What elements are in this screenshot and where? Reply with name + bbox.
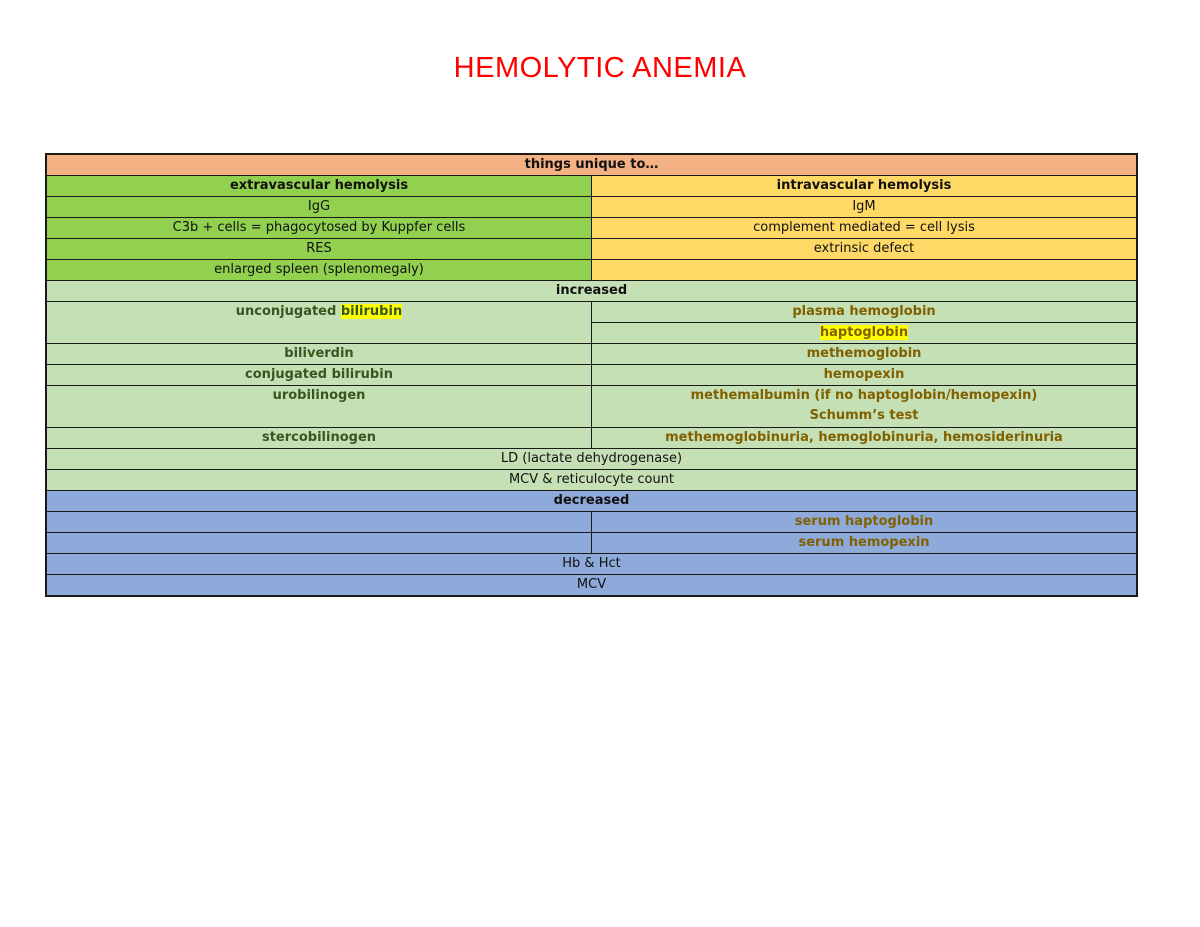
haptoglobin-highlight: haptoglobin — [819, 325, 909, 340]
hb-hct-cell: Hb & Hct — [46, 554, 1137, 575]
table-row — [46, 575, 1137, 597]
table-row — [46, 533, 1137, 554]
ld-cell: LD (lactate dehydrogenase) — [46, 449, 1137, 470]
table-row — [46, 554, 1137, 575]
plasma-hemoglobin-cell: plasma hemoglobin — [592, 302, 1138, 323]
increased-label: increased — [46, 281, 1137, 302]
table-row — [46, 470, 1137, 491]
intravascular-cell: complement mediated = cell lysis — [592, 218, 1138, 239]
table-row — [46, 281, 1137, 302]
uria-cell: methemoglobinuria, hemoglobinuria, hemosiderinuria — [592, 428, 1138, 449]
biliverdin-cell: biliverdin — [46, 344, 592, 365]
conjugated-bilirubin-cell: conjugated bilirubin — [46, 365, 592, 386]
table-row — [46, 512, 1137, 533]
table-row — [46, 449, 1137, 470]
decreased-label: decreased — [46, 491, 1137, 512]
intravascular-heading: intravascular hemolysis — [592, 176, 1138, 197]
serum-haptoglobin-cell: serum haptoglobin — [592, 512, 1138, 533]
extravascular-heading: extravascular hemolysis — [46, 176, 592, 197]
table-row — [46, 154, 1137, 176]
table-row — [46, 260, 1137, 281]
extravascular-cell: C3b + cells = phagocytosed by Kuppfer cells — [46, 218, 592, 239]
table-row — [46, 239, 1137, 260]
extravascular-cell: enlarged spleen (splenomegaly) — [46, 260, 592, 281]
stercobilinogen-cell: stercobilinogen — [46, 428, 592, 449]
extravascular-cell: RES — [46, 239, 592, 260]
methemoglobin-cell: methemoglobin — [592, 344, 1138, 365]
table-row — [46, 365, 1137, 386]
intravascular-cell — [592, 260, 1138, 281]
page-title: HEMOLYTIC ANEMIA — [453, 52, 747, 84]
table-row — [46, 386, 1137, 428]
decreased-left-cell — [46, 512, 592, 533]
table-row — [46, 176, 1137, 197]
mcv-cell: MCV — [46, 575, 1137, 597]
unconjugated-bilirubin-cell — [46, 302, 592, 344]
methemalbumin-text: methemalbumin (if no haptoglobin/hemopexin) — [690, 388, 1038, 403]
serum-hemopexin-cell: serum hemopexin — [592, 533, 1138, 554]
schumms-test-text: Schumm’s test — [809, 408, 919, 423]
hemopexin-cell: hemopexin — [592, 365, 1138, 386]
bilirubin-highlight: bilirubin — [340, 304, 403, 319]
table-row — [46, 218, 1137, 239]
table-row — [46, 302, 1137, 323]
haptoglobin-cell — [592, 323, 1138, 344]
header-cell: things unique to… — [46, 154, 1137, 176]
unconjugated-prefix: unconjugated — [235, 304, 341, 319]
table-row — [46, 491, 1137, 512]
table-row — [46, 197, 1137, 218]
intravascular-cell: extrinsic defect — [592, 239, 1138, 260]
decreased-left-cell — [46, 533, 592, 554]
urobilinogen-cell: urobilinogen — [46, 386, 592, 428]
extravascular-cell: IgG — [46, 197, 592, 218]
intravascular-cell: IgM — [592, 197, 1138, 218]
methemalbumin-cell — [592, 386, 1138, 428]
hemolysis-table — [45, 153, 1138, 597]
mcv-retic-cell: MCV & reticulocyte count — [46, 470, 1137, 491]
table-row — [46, 344, 1137, 365]
table-row — [46, 428, 1137, 449]
